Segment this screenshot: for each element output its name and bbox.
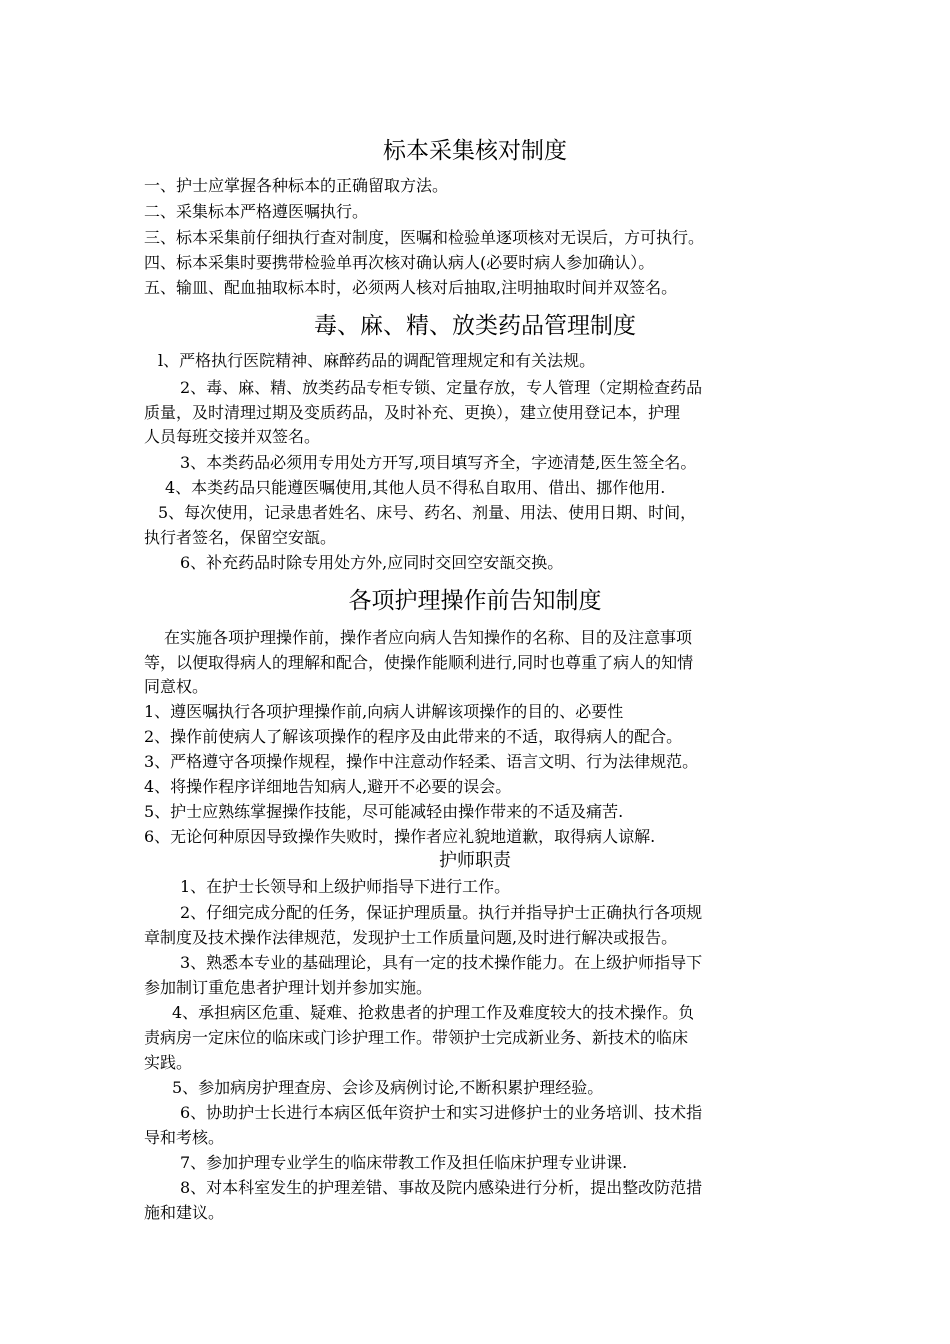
paragraph-line: 5、每次使用，记录患者姓名、床号、药名、剂量、用法、使用日期、时间， <box>158 503 697 522</box>
paragraph-line: 执行者签名，保留空安瓿。 <box>144 528 337 547</box>
paragraph-line: 4、将操作程序详细地告知病人,避开不必要的误会。 <box>144 777 512 796</box>
section-title-pre-procedure-notification: 各项护理操作前告知制度 <box>348 588 602 614</box>
paragraph-line: 在实施各项护理操作前，操作者应向病人告知操作的名称、目的及注意事项 <box>164 628 693 647</box>
paragraph-line: 5、护士应熟练掌握操作技能，尽可能减轻由操作带来的不适及痛苦. <box>144 802 624 821</box>
paragraph-line: 2、仔细完成分配的任务，保证护理质量。执行并指导护士正确执行各项规 <box>180 903 703 922</box>
paragraph-line: 6、无论何种原因导致操作失败时，操作者应礼貌地道歉，取得病人谅解. <box>144 827 656 846</box>
paragraph-line: 四、标本采集时要携带检验单再次核对确认病人(必要时病人参加确认）。 <box>144 253 655 272</box>
paragraph-line: 三、标本采集前仔细执行查对制度，医嘱和检验单逐项核对无误后，方可执行。 <box>144 228 705 247</box>
paragraph-line: 五、输皿、配血抽取标本时，必须两人核对后抽取,注明抽取时间并双签名。 <box>144 278 678 297</box>
section-title-nurse-practitioner-duties: 护师职责 <box>439 850 511 871</box>
paragraph-line: l、严格执行医院精神、麻醉药品的调配管理规定和有关法规。 <box>158 351 596 370</box>
paragraph-line: 3、熟悉本专业的基础理论，具有一定的技术操作能力。在上级护师指导下 <box>180 953 703 972</box>
paragraph-line: 5、参加病房护理查房、会诊及病例讨论,不断积累护理经验。 <box>172 1078 604 1097</box>
paragraph-line: 2、操作前使病人了解该项操作的程序及由此带来的不适，取得病人的配合。 <box>144 727 683 746</box>
paragraph-line: 4、本类药品只能遵医嘱使用,其他人员不得私自取用、借出、挪作他用. <box>165 478 666 497</box>
paragraph-line: 一、护士应掌握各种标本的正确留取方法。 <box>144 176 449 195</box>
paragraph-line: 施和建议。 <box>144 1203 225 1222</box>
paragraph-line: 3、本类药品必须用专用处方开写,项目填写齐全，字迹清楚,医生签全名。 <box>180 453 697 472</box>
paragraph-line: 实践。 <box>144 1053 193 1072</box>
paragraph-line: 1、在护士长领导和上级护师指导下进行工作。 <box>180 877 511 896</box>
section-title-controlled-drugs: 毒、麻、精、放类药品管理制度 <box>314 313 636 339</box>
paragraph-line: 6、补充药品时除专用处方外,应同时交回空安瓿交换。 <box>180 553 564 572</box>
paragraph-line: 3、严格遵守各项操作规程，操作中注意动作轻柔、语言文明、行为法律规范。 <box>144 752 699 771</box>
paragraph-line: 2、毒、麻、精、放类药品专柜专锁、定量存放，专人管理（定期检查药品 <box>180 378 703 397</box>
paragraph-line: 等，以便取得病人的理解和配合，使操作能顺利进行,同时也尊重了病人的知情 <box>144 653 694 672</box>
paragraph-line: 4、承担病区危重、疑难、抢救患者的护理工作及难度较大的技术操作。负 <box>172 1003 695 1022</box>
paragraph-line: 二、采集标本严格遵医嘱执行。 <box>144 202 369 221</box>
paragraph-line: 8、对本科室发生的护理差错、事故及院内感染进行分析，提出整改防范措 <box>180 1178 703 1197</box>
paragraph-line: 参加制订重危患者护理计划并参加实施。 <box>144 978 433 997</box>
paragraph-line: 6、协助护士长进行本病区低年资护士和实习进修护士的业务培训、技术指 <box>180 1103 703 1122</box>
paragraph-line: 1、遵医嘱执行各项护理操作前,向病人讲解该项操作的目的、必要性 <box>144 702 624 721</box>
paragraph-line: 导和考核。 <box>144 1128 225 1147</box>
paragraph-line: 质量，及时清理过期及变质药品，及时补充、更换），建立使用登记本，护理 <box>144 403 681 422</box>
paragraph-line: 7、参加护理专业学生的临床带教工作及担任临床护理专业讲课. <box>180 1153 628 1172</box>
section-title-specimen-collection: 标本采集核对制度 <box>383 138 567 164</box>
paragraph-line: 同意权。 <box>144 677 209 696</box>
paragraph-line: 章制度及技术操作法律规范，发现护士工作质量问题,及时进行解决或报告。 <box>144 928 678 947</box>
paragraph-line: 责病房一定床位的临床或门诊护理工作。带领护士完成新业务、新技术的临床 <box>144 1028 689 1047</box>
paragraph-line: 人员每班交接并双签名。 <box>144 427 321 446</box>
